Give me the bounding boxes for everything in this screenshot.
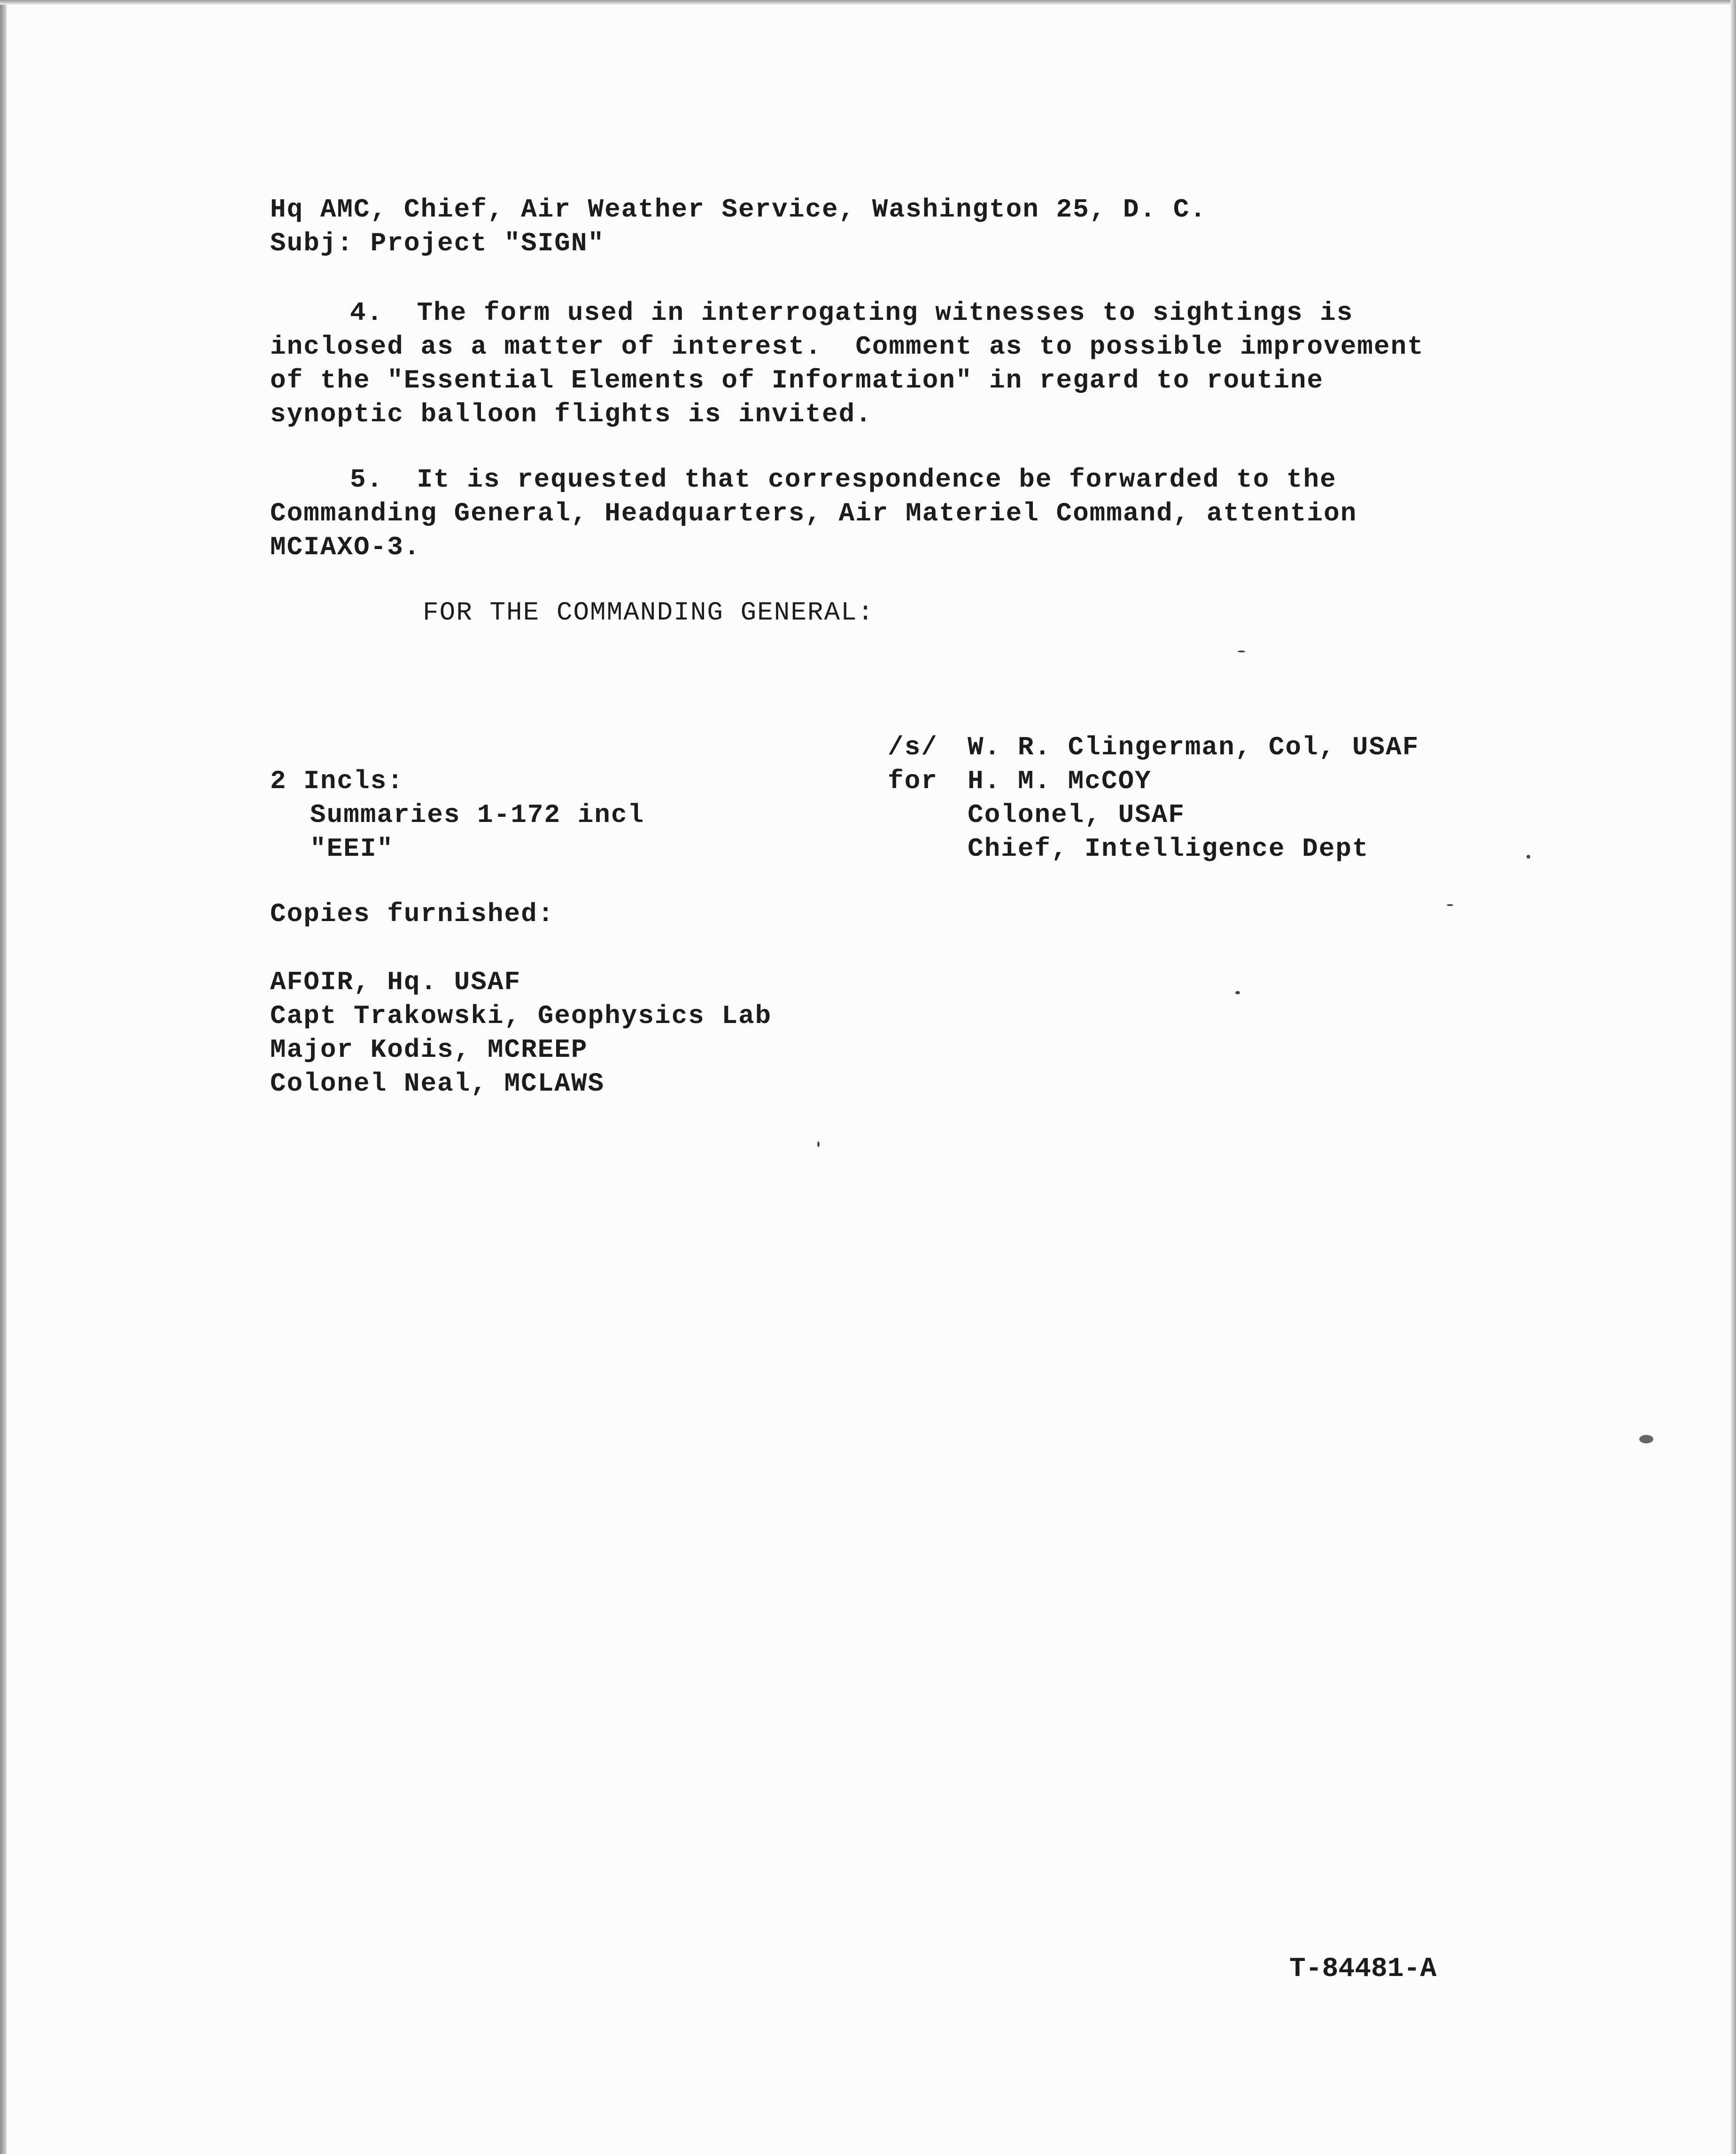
signature-line-4: Chief, Intelligence Dept xyxy=(968,834,1369,864)
scan-speck xyxy=(1235,991,1240,994)
paragraph-4-number: 4. xyxy=(350,298,384,328)
paragraph-5-line-1: It is requested that correspondence be forwarded to the xyxy=(417,465,1337,495)
paragraph-4-line-3: of the "Essential Elements of Information" in regard to routine xyxy=(270,365,1324,395)
scan-right-edge xyxy=(1730,0,1736,2154)
scan-speck xyxy=(1639,1435,1653,1443)
scan-speck xyxy=(1527,855,1530,859)
paragraph-4 xyxy=(270,296,1444,431)
paragraph-4-line-1: The form used in interrogating witnesses to sightings is xyxy=(417,298,1354,328)
paragraph-5-line-2: Commanding General, Headquarters, Air Materiel Command, attention xyxy=(270,498,1357,528)
scan-speck xyxy=(817,1141,820,1147)
signature-line-2: H. M. McCOY xyxy=(968,766,1152,796)
copies-item-3: Major Kodis, MCREEP xyxy=(270,1035,588,1065)
paragraph-5-line-3: MCIAXO-3. xyxy=(270,532,421,562)
signature-for: for xyxy=(888,766,938,796)
closing-line: FOR THE COMMANDING GENERAL: xyxy=(423,597,875,628)
signature-line-3: Colonel, USAF xyxy=(968,800,1185,830)
paragraph-5-number: 5. xyxy=(350,465,384,495)
signature-line-1: W. R. Clingerman, Col, USAF xyxy=(968,732,1419,762)
scan-speck xyxy=(1238,651,1245,652)
scan-left-edge xyxy=(0,0,7,2154)
header-line-1: Hq AMC, Chief, Air Weather Service, Washington 25, D. C. xyxy=(270,194,1207,225)
copies-title: Copies furnished: xyxy=(270,899,555,929)
copies-item-1: AFOIR, Hq. USAF xyxy=(270,967,521,997)
copies-item-4: Colonel Neal, MCLAWS xyxy=(270,1069,605,1099)
inclosure-item-1: Summaries 1-172 incl xyxy=(310,800,645,830)
paragraph-4-line-2: inclosed as a matter of interest. Comment as to possible improvement xyxy=(270,332,1424,362)
inclosures-title: 2 Incls: xyxy=(270,766,404,796)
subject-line: Subj: Project "SIGN" xyxy=(270,228,605,258)
signature-prefix: /s/ xyxy=(888,732,938,762)
paragraph-4-line-4: synoptic balloon flights is invited. xyxy=(270,399,872,429)
scan-speck xyxy=(1447,904,1453,906)
copies-item-2: Capt Trakowski, Geophysics Lab xyxy=(270,1001,772,1031)
inclosure-item-2: "EEI" xyxy=(310,834,394,864)
paragraph-5 xyxy=(270,463,1444,564)
scan-top-edge xyxy=(0,0,1736,5)
document-control-number: T-84481-A xyxy=(1289,1954,1437,1984)
